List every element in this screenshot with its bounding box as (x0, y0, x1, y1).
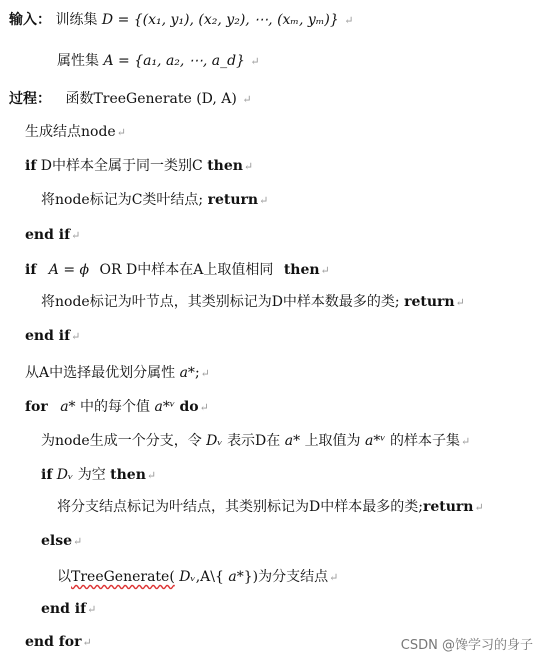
input-label: 输入： (9, 12, 51, 28)
paragraph-mark-icon: ↵ (461, 435, 471, 448)
line-text: OR D中样本在A上取值相同 (99, 262, 274, 278)
variable-d-v: Dᵥ (206, 433, 223, 449)
variable-a-star-v: a*ᵛ (154, 399, 176, 415)
line-text: })为分支结点 (243, 569, 329, 585)
attribute-line (57, 51, 260, 72)
paragraph-mark-icon: ↵ (146, 469, 157, 482)
attribute-set-label: 属性集 (57, 53, 99, 69)
attribute-set-formula: A = {a₁, a₂, ⋯, a_d} (103, 53, 245, 69)
algo-line-2 (25, 156, 253, 177)
keyword-end-if: end if (25, 227, 71, 243)
paragraph-mark-icon: ↵ (344, 14, 354, 27)
algo-line-4 (25, 225, 80, 246)
variable-a-star-v: a*ᵛ (365, 433, 386, 449)
paragraph-mark-icon: ↵ (250, 55, 260, 68)
line-text: D中样本全属于同一类别C (40, 158, 203, 174)
algo-line-16 (25, 632, 92, 653)
keyword-if: if (25, 158, 37, 174)
paragraph-mark-icon: ↵ (73, 535, 83, 548)
keyword-then: then (110, 467, 146, 483)
line-text: ; (194, 365, 200, 381)
line-text: 表示D在 (227, 433, 281, 449)
training-set-formula: D = {(x₁, y₁), (x₂, y₂), ⋯, (xₘ, yₘ)} (101, 12, 339, 28)
function-label: 函数TreeGenerate (D, A) (65, 91, 237, 107)
paragraph-mark-icon: ↵ (200, 367, 210, 380)
keyword-for: for (25, 399, 48, 415)
paragraph-mark-icon: ↵ (242, 93, 252, 106)
condition-formula: A = ϕ (48, 262, 90, 278)
process-line (9, 89, 252, 110)
algo-line-3 (41, 190, 268, 211)
keyword-if: if (41, 467, 53, 483)
line-text: 的样本子集 (390, 433, 461, 449)
line-text: 上取值为 (304, 433, 361, 449)
variable-d-v: Dᵥ (56, 467, 74, 483)
line-text: 以 (57, 569, 71, 585)
keyword-else: else (41, 533, 73, 549)
algo-line-12 (57, 497, 484, 518)
variable-a-star: a* (60, 399, 76, 415)
algo-line-10 (41, 431, 470, 452)
keyword-then: then (283, 262, 320, 278)
keyword-then: then (207, 158, 243, 174)
keyword-return: return (422, 499, 474, 515)
algo-line-7 (25, 326, 80, 347)
algo-line-14 (57, 567, 338, 588)
paragraph-mark-icon: ↵ (71, 229, 81, 242)
line-text: 从A中选择最优划分属性 (25, 365, 176, 381)
paragraph-mark-icon: ↵ (259, 194, 269, 207)
keyword-if: if (25, 262, 37, 278)
paragraph-mark-icon: ↵ (455, 296, 465, 309)
training-set-label: 训练集 (55, 12, 98, 28)
paragraph-mark-icon: ↵ (243, 160, 254, 173)
algo-line-13 (41, 531, 82, 552)
process-label: 过程： (9, 91, 51, 107)
line-text: 生成结点node (25, 124, 116, 140)
keyword-end-if: end if (41, 601, 87, 617)
watermark: CSDN @馋学习的身子 (400, 638, 533, 653)
line-text: ,A\{ (195, 569, 224, 585)
keyword-return: return (207, 192, 259, 208)
keyword-end-for: end for (25, 634, 82, 650)
variable-a-star: a* (179, 365, 195, 381)
line-text: 中的每个值 (80, 399, 151, 415)
variable-a-star: a* (228, 569, 244, 585)
paragraph-mark-icon: ↵ (116, 126, 126, 139)
algo-line-8 (25, 363, 210, 384)
paragraph-mark-icon: ↵ (87, 603, 97, 616)
algo-line-5 (25, 260, 330, 281)
paragraph-mark-icon: ↵ (329, 571, 339, 584)
line-text: 将分支结点标记为叶结点，其类别标记为D中样本最多的类; (57, 499, 423, 515)
keyword-end-if: end if (25, 328, 71, 344)
algo-line-9 (25, 397, 209, 418)
paragraph-mark-icon: ↵ (82, 636, 92, 649)
algo-line-11 (41, 465, 156, 486)
variable-a-star: a* (284, 433, 301, 449)
paragraph-mark-icon: ↵ (320, 264, 330, 277)
line-text: 为node生成一个分支，令 (41, 433, 202, 449)
input-line (9, 10, 353, 31)
algo-line-1 (25, 122, 126, 143)
algo-line-15 (41, 599, 96, 620)
function-call-text: TreeGenerate( (71, 569, 175, 585)
line-text: 将node标记为叶节点，其类别标记为D中样本数最多的类; (41, 294, 400, 310)
paragraph-mark-icon: ↵ (199, 401, 209, 414)
paragraph-mark-icon: ↵ (474, 501, 484, 514)
paragraph-mark-icon: ↵ (71, 330, 81, 343)
variable-d-v: Dᵥ (179, 569, 196, 585)
algo-line-6 (41, 292, 465, 313)
keyword-return: return (404, 294, 455, 310)
line-text: 将node标记为C类叶结点; (41, 192, 204, 208)
line-text: 为空 (77, 467, 106, 483)
keyword-do: do (179, 399, 199, 415)
